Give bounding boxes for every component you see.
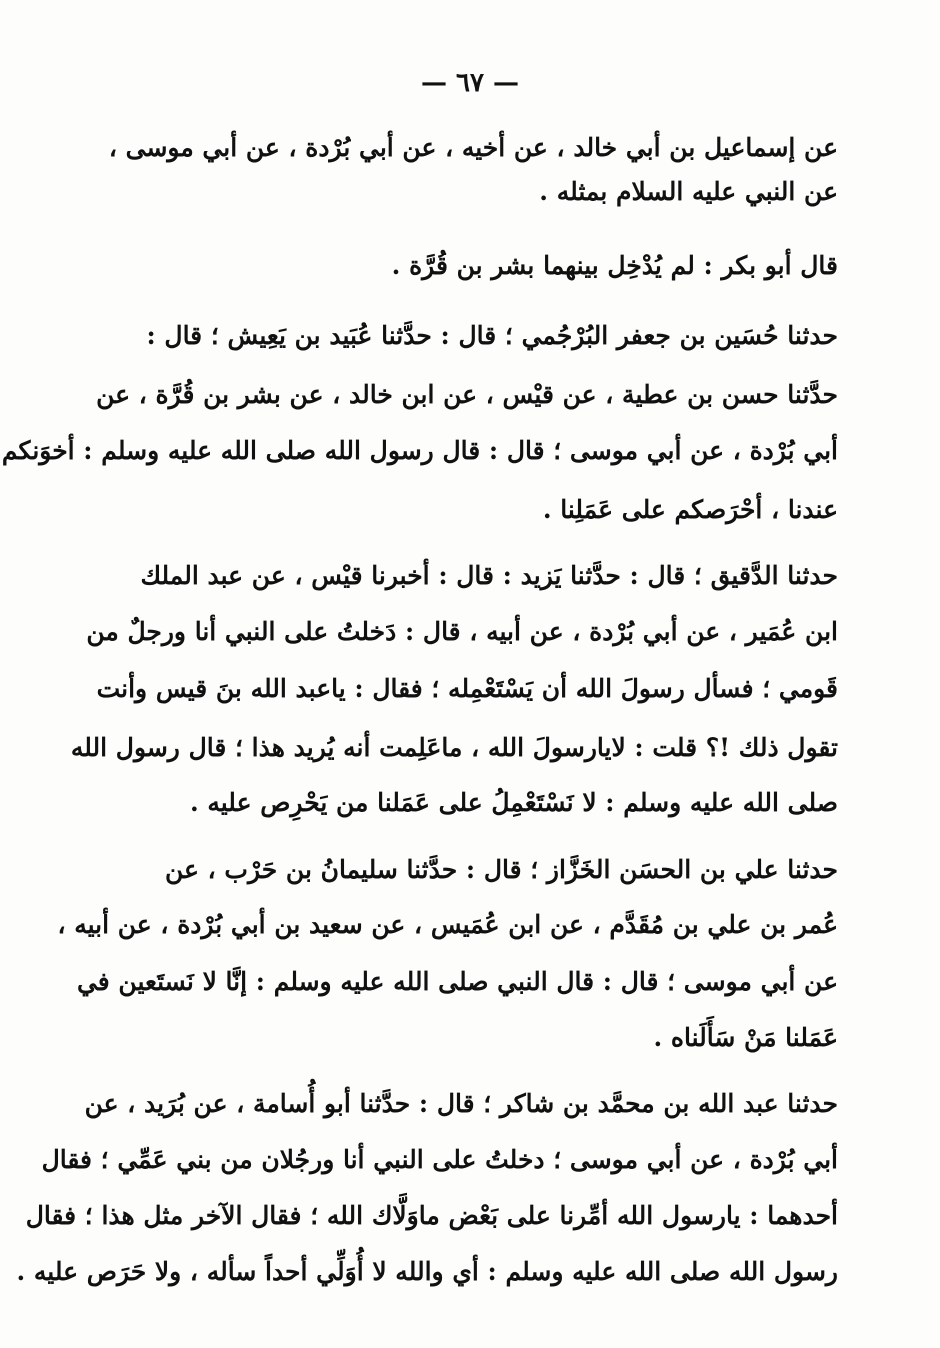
text-line: حدثنا الدَّقيق ؛ قال : حدَّثنا يَزيد : قال : أخبرنا قيْس ، عن عبد الملك	[140, 561, 838, 590]
text-line: حدَّثنا حسن بن عطية ، عن قيْس ، عن ابن خالد ، عن بشر بن قُرَّة ، عن	[96, 380, 838, 409]
text-line: صلى الله عليه وسلم : لا نَسْتَعْمِلُ على عَمَلنا من يَحْرِص عليه .	[189, 788, 838, 817]
text-line: عَمَلنا مَنْ سَأَلَناه .	[653, 1023, 838, 1052]
text-line: رسول الله صلى الله عليه وسلم : أي والله لا أُوَلِّي أحداً سأله ، ولا حَرَص عليه .	[16, 1257, 838, 1286]
text-line: قَومي ؛ فسأل رسولَ الله أن يَسْتَعْمِله ؛ فقال : ياعبد الله بنَ قيس وأنت	[96, 674, 838, 703]
text-line: عُمر بن علي بن مُقَدَّم ، عن ابن عُمَيس ، عن سعيد بن أبي بُرْدة ، عن أبيه ،	[57, 910, 838, 939]
page-number: — ٦٧ —	[420, 68, 520, 98]
text-line: حدثنا عبد الله بن محمَّد بن شاكر ؛ قال : حدَّثنا أبو أُسامة ، عن بُرَيد ، عن	[84, 1089, 838, 1118]
text-line: حدثنا حُسَين بن جعفر البُرْجُمي ؛ قال : حدَّثنا عُبَيد بن يَعِيش ؛ قال :	[146, 321, 838, 350]
text-line: عندنا ، أحْرَصكم على عَمَلِنا .	[542, 495, 838, 524]
text-line: حدثنا علي بن الحسَن الخَزَّاز ؛ قال : حدَّثنا سليمانُ بن حَرْب ، عن	[165, 855, 838, 884]
text-line: عن إسماعيل بن أبي خالد ، عن أخيه ، عن أبي بُرْدة ، عن أبي موسى ،	[108, 133, 838, 162]
text-line: عن أبي موسى ؛ قال : قال النبي صلى الله عليه وسلم : إنَّا لا نَستَعين في	[76, 967, 838, 996]
text-line: عن النبي عليه السلام بمثله .	[539, 177, 838, 206]
text-line: أحدهما : يارسول الله أمِّرنا على بَعْض ماوَلَّاك الله ؛ فقال الآخر مثل هذا ؛ فقال	[25, 1201, 838, 1230]
text-line: أبي بُرْدة ، عن أبي موسى ؛ قال : قال رسول الله صلى الله عليه وسلم : أخوَنكم	[1, 436, 838, 465]
text-line: أبي بُرْدة ، عن أبي موسى ؛ دخلتُ على النبي أنا ورجُلان من بني عَمِّي ؛ فقال	[41, 1145, 838, 1174]
text-line: تقول ذلك !؟ قلت : لايارسولَ الله ، ماعَلِمت أنه يُريد هذا ؛ قال رسول الله	[70, 733, 838, 762]
text-line: ابن عُمَير ، عن أبي بُرْدة ، عن أبيه ، قال : دَخلتُ على النبي أنا ورجلٌ من	[86, 617, 838, 646]
text-line: قال أبو بكر : لم يُدْخِل بينهما بشر بن قُرَّة .	[391, 251, 838, 280]
